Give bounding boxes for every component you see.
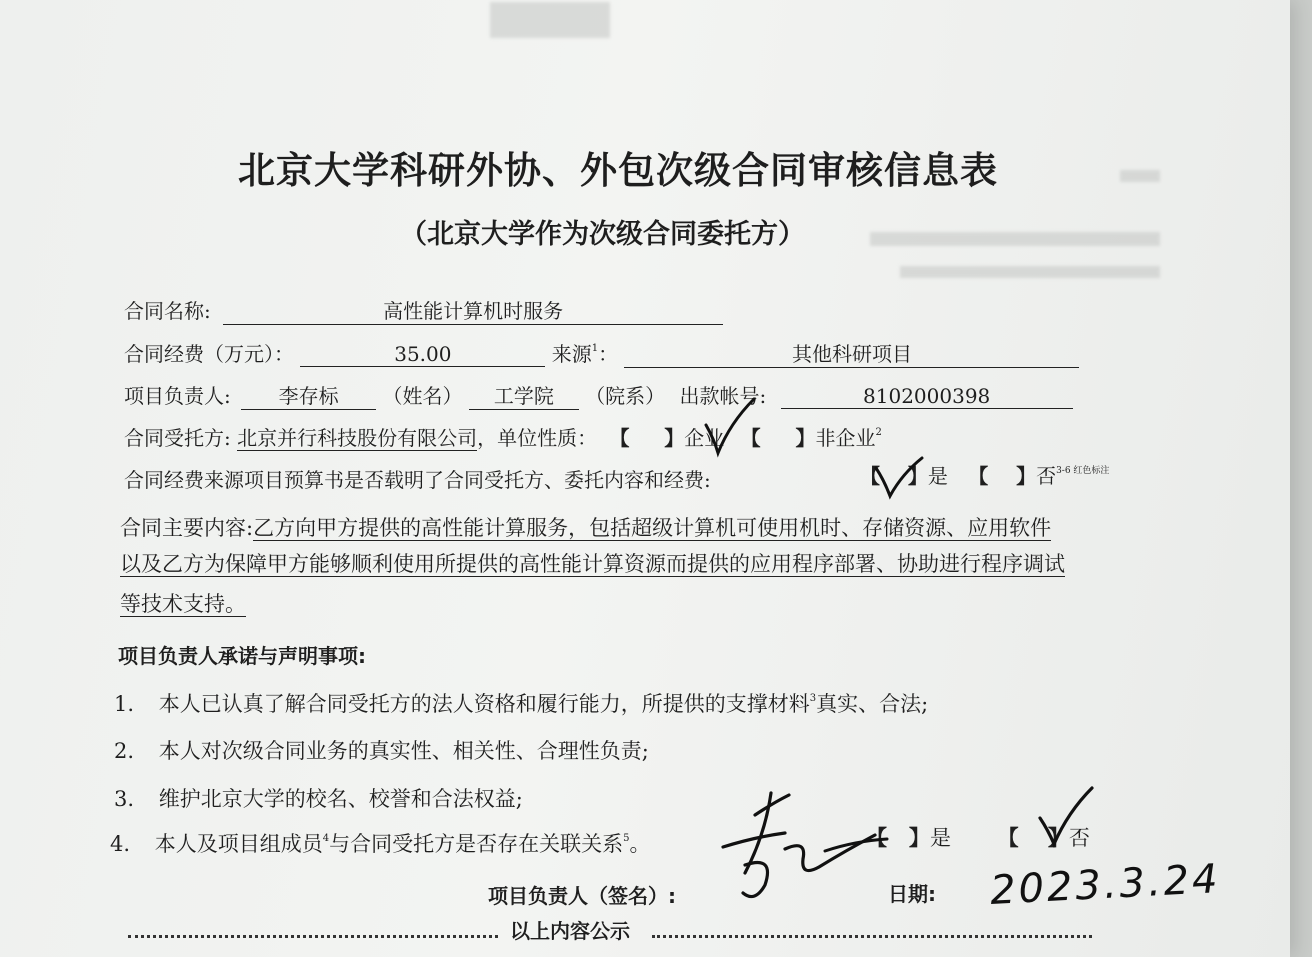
item-text: 本人已认真了解合同受托方的法人资格和履行能力，所提供的支撑材料 [158, 692, 810, 716]
trustee-row [124, 422, 882, 451]
item-text: 本人对次级合同业务的真实性、相关性、合理性负责; [158, 739, 649, 763]
page-title: 北京大学科研外协、外包次级合同审核信息表 [238, 149, 998, 192]
leader-label: 项目负责人: [124, 384, 231, 408]
date-label: 日期: [888, 882, 936, 906]
enterprise-label: 企业 [684, 426, 725, 450]
related-no-checkbox: 【 】 [997, 826, 1069, 850]
budget-yes-check-mark [870, 452, 930, 502]
content-line-2 [120, 548, 1065, 578]
source-colon: ： [598, 342, 619, 366]
budget-no-checkbox: 【 】 [968, 464, 1037, 488]
item-text: 。 [629, 832, 651, 856]
related-no-label: 否 [1068, 826, 1090, 850]
enterprise-check-mark [700, 395, 760, 465]
budget-yes-checkbox: 【 】 [860, 464, 928, 488]
bleed-through-mark [870, 232, 1160, 246]
bleed-through-mark [900, 266, 1160, 278]
content-text-2: 以及乙方为保障甲方能够顺利使用所提供的高性能计算资源而提供的应用程序部署、协助进行程序调试 [120, 552, 1065, 576]
handwritten-date: 2023.3.24 [988, 855, 1222, 915]
commitment-item-1 [114, 688, 928, 718]
bleed-through-mark [490, 2, 610, 38]
non-enterprise-checkbox: 【 】 [740, 426, 816, 450]
footnote-1: 1 [591, 343, 599, 354]
contract-name-label: 合同名称: [124, 299, 211, 323]
item-text: 真实、合法; [816, 692, 929, 716]
department-value: 工学院 [469, 380, 579, 410]
commitments-heading: 项目负责人承诺与声明事项: [118, 644, 366, 668]
footnote-5: 5 [623, 833, 630, 844]
dotted-divider-left [128, 934, 498, 938]
budget-question-row [124, 464, 711, 493]
budget-question-text: 合同经费来源项目预算书是否载明了合同受托方、委托内容和经费: [124, 468, 711, 492]
contract-name-row [124, 295, 723, 325]
budget-no-label: 否 [1036, 464, 1057, 488]
footnote-3: 3 [809, 693, 817, 704]
item-number: 1. [114, 692, 135, 716]
commitment-item-4 [110, 828, 650, 858]
name-paren-label: （姓名） [382, 384, 463, 408]
content-text-1: 乙方向甲方提供的高性能计算服务，包括超级计算机可使用机时、存储资源、应用软件 [253, 516, 1052, 540]
bleed-through-mark [1120, 170, 1160, 182]
source-value: 其他科研项目 [624, 338, 1079, 368]
item-text: 本人及项目组成员 [154, 832, 323, 856]
item-text: 维护北京大学的校名、校誉和合法权益; [158, 787, 523, 811]
fee-value: 35.00 [300, 342, 545, 367]
item-number: 3. [114, 787, 135, 811]
department-paren-label: （院系） [585, 384, 666, 408]
public-notice-label: 以上内容公示 [510, 919, 630, 943]
source-label: 来源 [551, 342, 592, 366]
content-line-1 [120, 512, 1051, 542]
handwritten-signature [715, 785, 895, 910]
content-line-3 [120, 588, 246, 618]
contract-name-value: 高性能计算机时服务 [223, 295, 723, 325]
page-subtitle: （北京大学作为次级合同委托方） [400, 219, 805, 250]
enterprise-checkbox: 【 】 [609, 426, 685, 450]
budget-yes-label: 是 [927, 464, 948, 488]
related-yes-label: 是 [929, 826, 951, 850]
item-number: 2. [114, 739, 135, 763]
content-label: 合同主要内容: [120, 516, 254, 540]
project-leader-row [124, 380, 1073, 410]
signature-label: 项目负责人（签名）: [488, 884, 676, 908]
footnote-2: 2 [875, 427, 882, 438]
trustee-value: 北京并行科技股份有限公司 [237, 426, 478, 450]
leader-name-value: 李存标 [241, 380, 376, 410]
commitment-item-3 [114, 783, 523, 813]
related-yes-checkbox: 【 】 [866, 826, 930, 850]
budget-note: 3-6 红色标注 [1056, 466, 1110, 476]
content-text-3: 等技术支持。 [120, 592, 246, 616]
account-label: 出款帐号: [679, 384, 767, 408]
item-text: 与合同受托方是否存在关联关系 [329, 832, 624, 856]
trustee-tail: ，单位性质： [477, 426, 598, 450]
fee-label: 合同经费（万元）： [124, 342, 294, 366]
trustee-label: 合同受托方: [124, 426, 231, 450]
item-number: 4. [110, 832, 131, 856]
related-no-check-mark [1030, 782, 1100, 852]
non-enterprise-label: 非企业 [815, 426, 876, 450]
contract-fee-row [124, 338, 1079, 368]
dotted-divider-right [652, 934, 1092, 938]
commitment-item-2 [114, 735, 649, 765]
account-value: 8102000398 [781, 384, 1073, 409]
footnote-4: 4 [322, 833, 330, 844]
